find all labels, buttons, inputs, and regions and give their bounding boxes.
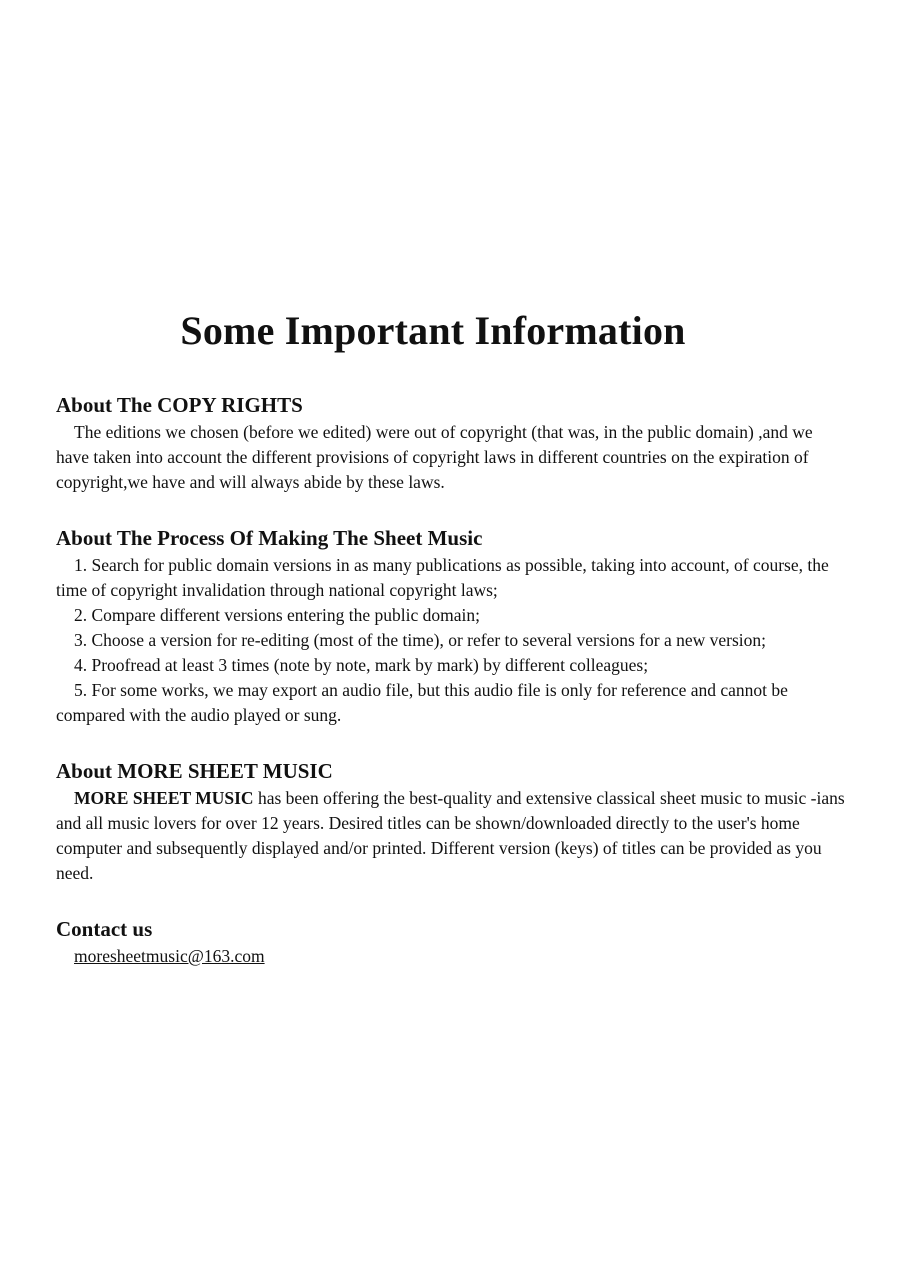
process-section [56, 523, 846, 728]
copyright-text: The editions we chosen (before we edited) were out of copyright (that was, in the public domain) ,and we have taken into account the different provisions of copyright laws in different countries on the expiration of copyright,we have and will always abide by these laws. [56, 422, 813, 492]
brand-name: MORE SHEET MUSIC [74, 788, 254, 808]
about-text [56, 786, 846, 886]
process-step-4: 4. Proofread at least 3 times (note by note, mark by mark) by different colleagues; [74, 655, 649, 675]
process-heading: About The Process Of Making The Sheet Music [56, 526, 483, 550]
contact-line [56, 944, 846, 969]
contact-section [56, 914, 846, 969]
content-body [56, 390, 846, 997]
copyright-heading: About The COPY RIGHTS [56, 393, 303, 417]
about-body: has been offering the best-quality and extensive classical sheet music to music -ians and all music lovers for over 12 years. Desired titles can be shown/downloaded directly to the user's home computer and subsequently displayed and/or printed. Different version (keys) of titles can be provided as you need. [56, 788, 845, 883]
email-link[interactable]: moresheetmusic@163.com [74, 946, 265, 966]
about-heading: About MORE SHEET MUSIC [56, 759, 333, 783]
contact-heading: Contact us [56, 917, 153, 941]
process-step-2: 2. Compare different versions entering the public domain; [74, 605, 480, 625]
process-step-3: 3. Choose a version for re-editing (most of the time), or refer to several versions for a new version; [74, 630, 767, 650]
about-section [56, 756, 846, 886]
page-title: Some Important Information [180, 308, 686, 353]
copyright-section [56, 390, 846, 495]
process-step-5: 5. For some works, we may export an audio file, but this audio file is only for reference and cannot be compared with the audio played or sung. [56, 680, 788, 725]
process-step-1: 1. Search for public domain versions in as many publications as possible, taking into account, of course, the time of copyright invalidation through national copyright laws; [56, 555, 829, 600]
